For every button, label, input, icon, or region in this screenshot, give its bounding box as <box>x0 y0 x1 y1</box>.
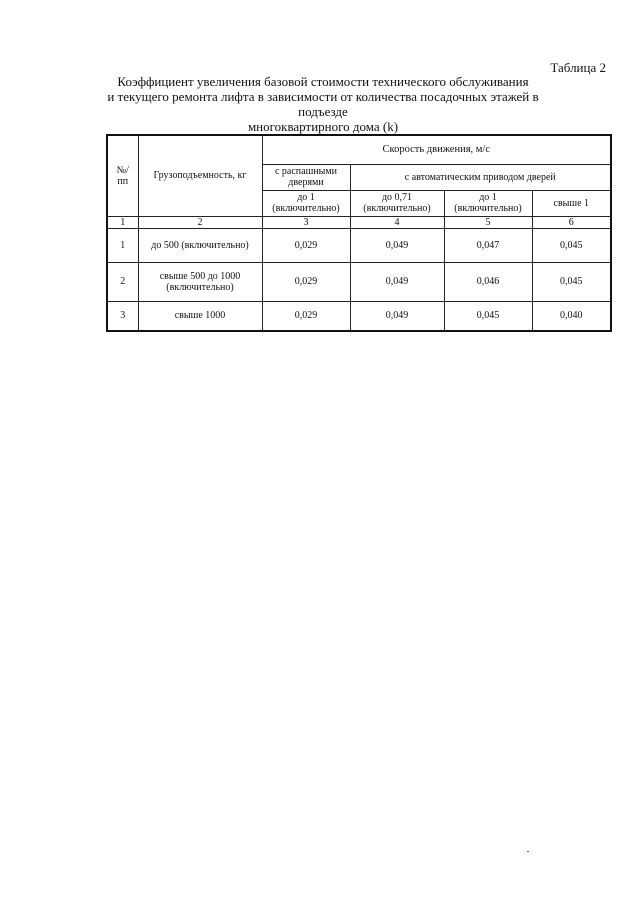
row-capacity: до 500 (включительно) <box>138 228 262 262</box>
row-value: 0,049 <box>350 301 444 331</box>
coefficient-table <box>106 134 612 332</box>
row-value: 0,029 <box>262 262 350 301</box>
table-row <box>107 228 611 262</box>
title-line: Коэффициент увеличения базовой стоимости технического обслуживания <box>117 74 529 89</box>
row-num: 2 <box>107 262 138 301</box>
row-value: 0,029 <box>262 301 350 331</box>
header-speed: Скорость движения, м/с <box>262 135 611 164</box>
header-swing-doors: с распашными дверями <box>262 164 350 190</box>
col-number: 3 <box>262 216 350 228</box>
table-number: Таблица 2 <box>550 60 606 75</box>
row-num: 1 <box>107 228 138 262</box>
row-capacity: свыше 500 до 1000 (включительно) <box>138 262 262 301</box>
row-value: 0,046 <box>444 262 532 301</box>
page-mark <box>527 851 529 852</box>
header-capacity: Грузоподъемность, кг <box>138 135 262 216</box>
document-title <box>100 74 546 134</box>
header-num: №/ пп <box>107 135 138 216</box>
col-number: 6 <box>532 216 611 228</box>
row-value: 0,047 <box>444 228 532 262</box>
row-value: 0,049 <box>350 262 444 301</box>
header-col3: до 1 (включительно) <box>262 190 350 216</box>
column-numbers-row <box>107 216 611 228</box>
title-line: многоквартирного дома (k) <box>247 119 399 134</box>
header-col5: до 1 (включительно) <box>444 190 532 216</box>
title-line: и текущего ремонта лифта в зависимости от количества посадочных этажей в подъезде <box>107 89 539 119</box>
header-col4: до 0,71 (включительно) <box>350 190 444 216</box>
header-auto-doors: с автоматическим приводом дверей <box>350 164 611 190</box>
col-number: 5 <box>444 216 532 228</box>
row-value: 0,045 <box>444 301 532 331</box>
header-col6: свыше 1 <box>532 190 611 216</box>
row-value: 0,049 <box>350 228 444 262</box>
col-number: 1 <box>107 216 138 228</box>
row-value: 0,045 <box>532 228 611 262</box>
row-value: 0,045 <box>532 262 611 301</box>
row-value: 0,029 <box>262 228 350 262</box>
col-number: 2 <box>138 216 262 228</box>
col-number: 4 <box>350 216 444 228</box>
row-num: 3 <box>107 301 138 331</box>
table-row <box>107 262 611 301</box>
row-capacity: свыше 1000 <box>138 301 262 331</box>
row-value: 0,040 <box>532 301 611 331</box>
table-row <box>107 301 611 331</box>
